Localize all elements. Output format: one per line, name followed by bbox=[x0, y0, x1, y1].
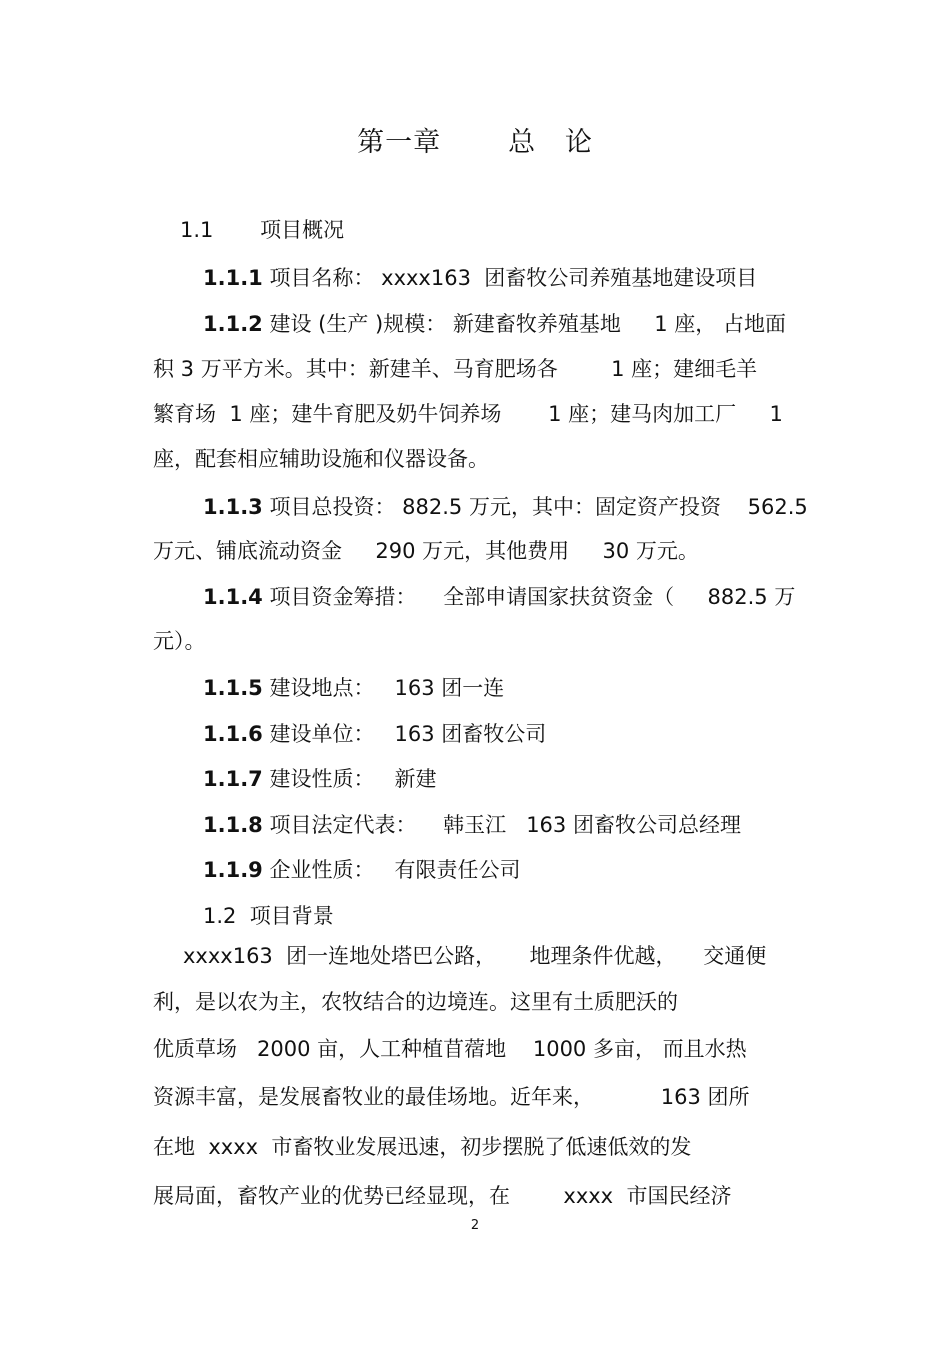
item-1-1-8 bbox=[203, 813, 741, 838]
item-text: 建设性质： 新建 bbox=[262, 767, 437, 791]
item-number: 1.1.2 bbox=[203, 312, 263, 336]
section-number: 1.2 bbox=[203, 904, 237, 928]
item-1-1-1 bbox=[203, 266, 757, 291]
item-text: 建设地点： 163 团一连 bbox=[262, 676, 505, 700]
item-1-1-2-continued: 积 3 万平方米。其中：新建羊、马育肥场各 1 座；建细毛羊 bbox=[153, 357, 758, 381]
item-number: 1.1.8 bbox=[203, 813, 263, 837]
item-1-1-4 bbox=[203, 585, 795, 610]
item-text: 建设 (生产 )规模： 新建畜牧养殖基地 1 座， 占地面 bbox=[262, 312, 786, 336]
item-number: 1.1.9 bbox=[203, 858, 263, 882]
item-text: 项目名称： xxxx163 团畜牧公司养殖基地建设项目 bbox=[262, 266, 758, 290]
background-line: 利，是以农为主，农牧结合的边境连。这里有土质肥沃的 bbox=[153, 990, 678, 1014]
item-1-1-2 bbox=[203, 312, 786, 337]
item-text: 项目法定代表： 韩玉江 163 团畜牧公司总经理 bbox=[262, 813, 741, 837]
background-line: xxxx163 团一连地处塔巴公路， 地理条件优越， 交通便 bbox=[183, 944, 767, 968]
chapter-title: 第一章 总 论 bbox=[357, 127, 593, 158]
section-label: 项目概况 bbox=[260, 218, 345, 242]
item-number: 1.1.6 bbox=[203, 722, 263, 746]
item-1-1-5 bbox=[203, 676, 504, 701]
section-gap bbox=[213, 218, 260, 242]
item-1-1-3-continued: 万元、铺底流动资金 290 万元，其他费用 30 万元。 bbox=[153, 539, 699, 563]
item-number: 1.1.4 bbox=[203, 585, 263, 609]
item-1-1-9 bbox=[203, 858, 521, 883]
item-text: 建设单位： 163 团畜牧公司 bbox=[262, 722, 547, 746]
item-1-1-2-continued: 繁育场 1 座；建牛育肥及奶牛饲养场 1 座；建马肉加工厂 1 bbox=[153, 402, 783, 426]
section-1-2-heading bbox=[203, 904, 334, 929]
section-number: 1.1 bbox=[180, 218, 214, 242]
item-number: 1.1.3 bbox=[203, 495, 263, 519]
item-1-1-6 bbox=[203, 722, 546, 747]
background-line: 在地 xxxx 市畜牧业发展迅速，初步摆脱了低速低效的发 bbox=[153, 1135, 692, 1159]
section-label: 项目背景 bbox=[249, 904, 334, 928]
item-1-1-4-continued: 元）。 bbox=[153, 629, 206, 653]
item-text: 企业性质： 有限责任公司 bbox=[262, 858, 521, 882]
item-1-1-2-continued: 座，配套相应辅助设施和仪器设备。 bbox=[153, 447, 489, 471]
item-text: 项目资金筹措： 全部申请国家扶贫资金（ 882.5 万 bbox=[262, 585, 796, 609]
item-number: 1.1.5 bbox=[203, 676, 263, 700]
page-number: 2 bbox=[470, 1218, 480, 1233]
section-gap bbox=[236, 904, 249, 928]
background-line: 展局面，畜牧产业的优势已经显现，在 xxxx 市国民经济 bbox=[153, 1184, 732, 1208]
item-1-1-3 bbox=[203, 495, 808, 520]
item-number: 1.1.1 bbox=[203, 266, 263, 290]
item-text: 项目总投资： 882.5 万元，其中：固定资产投资 562.5 bbox=[262, 495, 808, 519]
item-number: 1.1.7 bbox=[203, 767, 263, 791]
section-1-1-heading bbox=[180, 218, 344, 243]
background-line: 优质草场 2000 亩，人工种植苜蓿地 1000 多亩， 而且水热 bbox=[153, 1037, 747, 1061]
item-1-1-7 bbox=[203, 767, 437, 792]
background-line: 资源丰富，是发展畜牧业的最佳场地。近年来， 163 团所 bbox=[153, 1085, 750, 1109]
